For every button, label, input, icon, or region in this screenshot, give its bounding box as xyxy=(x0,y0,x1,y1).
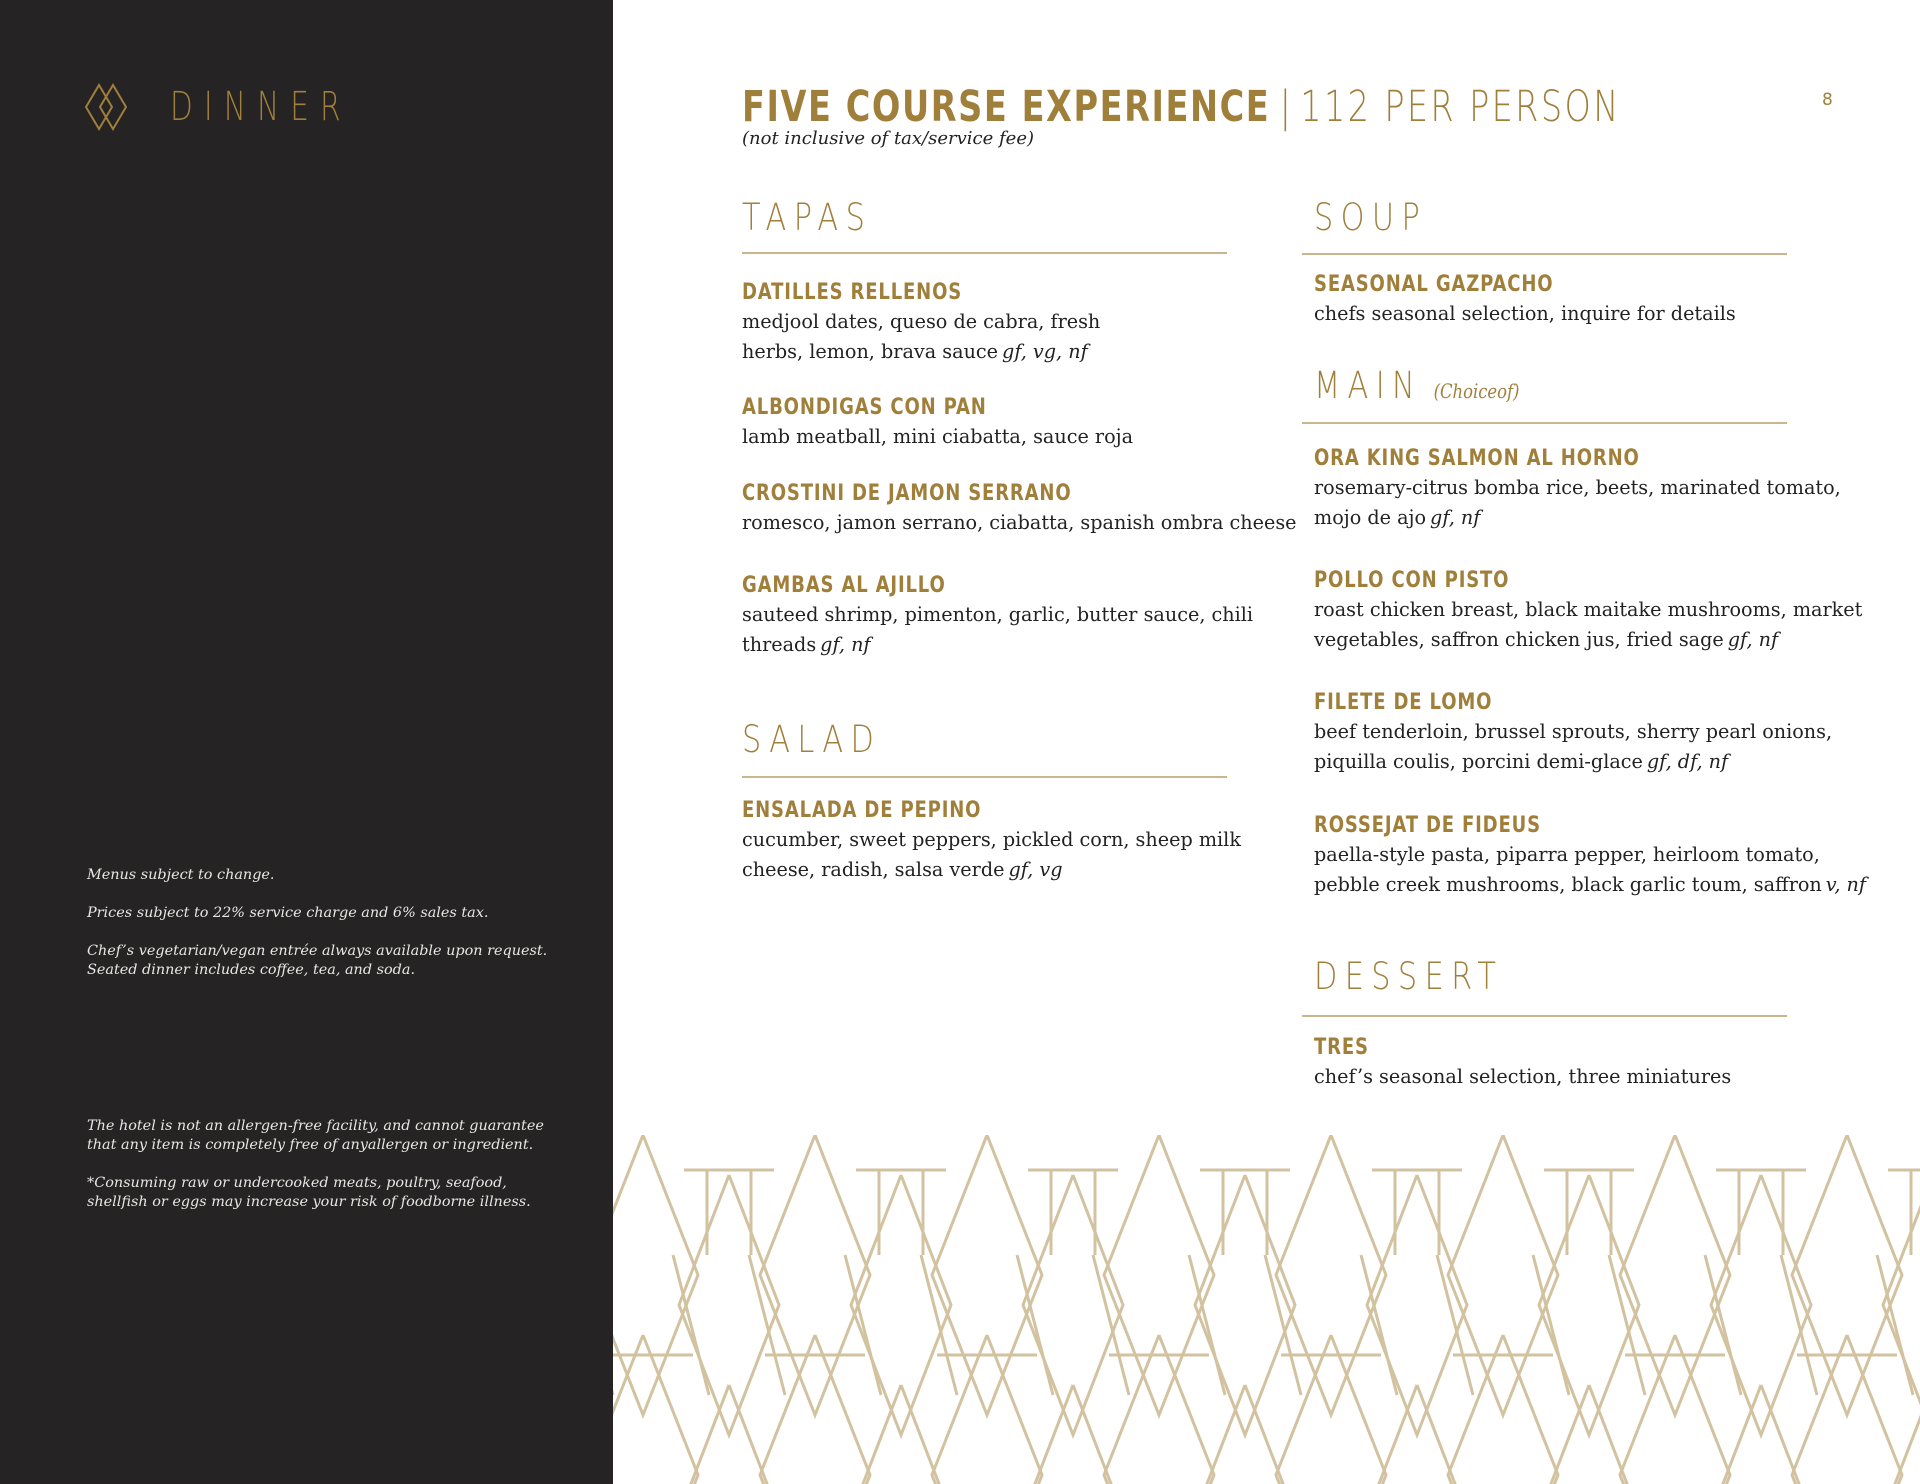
dietary-tags: gf, nf xyxy=(1727,628,1779,651)
page-number: 8 xyxy=(1822,90,1833,110)
choice-note: (Choiceof) xyxy=(1433,379,1520,403)
note-raw-2: shellfish or eggs may increase your risk of foodborne illness. xyxy=(87,1194,531,1210)
item-name: TRES xyxy=(1314,1035,1369,1060)
note-beverages: Seated dinner includes coffee, tea, and soda. xyxy=(87,962,416,978)
menu-item xyxy=(742,797,1312,885)
menu-item xyxy=(742,394,1312,452)
menu-item xyxy=(1314,1034,1884,1092)
note-menu-change: Menus subject to change. xyxy=(87,867,275,883)
notes-allergen xyxy=(87,1117,607,1212)
item-description: lamb meatball, mini ciabatta, sauce roja xyxy=(742,425,1134,448)
item-description: rosemary-citrus bomba rice, beets, marinated tomato, mojo de ajo gf, nf xyxy=(1314,476,1841,529)
menu-item xyxy=(742,279,1312,367)
item-description: beef tenderloin, brussel sprouts, sherry pearl onions, piquilla coulis, porcini demi-glace gf, df, nf xyxy=(1314,720,1833,773)
item-description: sauteed shrimp, pimenton, garlic, butter sauce, chili threads gf, nf xyxy=(742,603,1254,656)
section-title-main: MAIN (Choiceof) xyxy=(1314,364,1520,407)
notes-terms xyxy=(87,866,607,980)
menu-item xyxy=(1314,689,1884,777)
note-vegetarian: Chef’s vegetarian/vegan entrée always available upon request. xyxy=(87,943,548,959)
dietary-tags: gf, vg xyxy=(1008,858,1063,881)
menu-item xyxy=(1314,567,1914,655)
item-name: GAMBAS AL AJILLO xyxy=(742,573,946,598)
page-title: DINNER xyxy=(170,84,352,130)
item-name: ROSSEJAT DE FIDEUS xyxy=(1314,813,1541,838)
item-description: chef’s seasonal selection, three miniatures xyxy=(1314,1065,1732,1088)
price-note: (not inclusive of tax/service fee) xyxy=(742,128,1034,149)
dietary-tags: gf, nf xyxy=(820,633,871,656)
menu-item xyxy=(1314,812,1914,900)
menu-item xyxy=(1314,445,1884,533)
menu-item xyxy=(742,480,1342,538)
note-service-charge: Prices subject to 22% service charge and 6% sales tax. xyxy=(87,905,489,921)
item-description: paella-style pasta, piparra pepper, heirloom tomato, pebble creek mushrooms, black garlic toum, saffron v, nf xyxy=(1314,843,1867,896)
item-name: SEASONAL GAZPACHO xyxy=(1314,272,1554,297)
dietary-tags: v, nf xyxy=(1825,873,1867,896)
item-name: ALBONDIGAS CON PAN xyxy=(742,395,987,420)
note-allergen-1: The hotel is not an allergen-free facility, and cannot guarantee xyxy=(87,1118,544,1134)
course-headline xyxy=(742,82,1621,132)
course-title: FIVE COURSE EXPERIENCE xyxy=(742,82,1271,132)
item-name: DATILLES RELLENOS xyxy=(742,280,963,305)
section-divider xyxy=(1302,253,1787,255)
menu-item xyxy=(1314,271,1884,329)
item-description: cucumber, sweet peppers, pickled corn, sheep milk cheese, radish, salsa verde gf, vg xyxy=(742,828,1241,881)
headline-separator: | xyxy=(1279,82,1291,132)
section-title-dessert: DESSERT xyxy=(1314,955,1504,998)
brand xyxy=(84,82,416,132)
item-description: chefs seasonal selection, inquire for details xyxy=(1314,302,1736,325)
menu-item xyxy=(742,572,1312,660)
course-price: 112 PER PERSON xyxy=(1300,82,1621,132)
dietary-tags: gf, vg, nf xyxy=(1002,340,1088,363)
section-divider xyxy=(1302,422,1787,424)
item-name: POLLO CON PISTO xyxy=(1314,568,1510,593)
item-description: medjool dates, queso de cabra, fresh herbs, lemon, brava sauce gf, vg, nf xyxy=(742,310,1101,363)
left-panel xyxy=(0,0,613,1484)
section-title-tapas: TAPAS xyxy=(742,196,873,239)
item-name: ENSALADA DE PEPINO xyxy=(742,798,982,823)
item-name: CROSTINI DE JAMON SERRANO xyxy=(742,481,1072,506)
item-name: ORA KING SALMON AL HORNO xyxy=(1314,446,1640,471)
item-name: FILETE DE LOMO xyxy=(1314,690,1493,715)
dietary-tags: gf, df, nf xyxy=(1646,750,1729,773)
item-description: romesco, jamon serrano, ciabatta, spanish ombra cheese xyxy=(742,511,1297,534)
section-divider xyxy=(742,776,1227,778)
dietary-tags: gf, nf xyxy=(1430,506,1481,529)
note-allergen-2: that any item is completely free of anyallergen or ingredient. xyxy=(87,1137,534,1153)
section-title-salad: SALAD xyxy=(742,718,882,761)
diamond-logo-icon xyxy=(84,82,128,132)
note-raw-1: *Consuming raw or undercooked meats, poultry, seafood, xyxy=(87,1175,507,1191)
section-divider xyxy=(742,252,1227,254)
section-divider xyxy=(1302,1015,1787,1017)
item-description: roast chicken breast, black maitake mushrooms, market vegetables, saffron chicken jus, fried sage gf, nf xyxy=(1314,598,1863,651)
geometric-pattern xyxy=(613,1135,1920,1484)
section-title-soup: SOUP xyxy=(1314,196,1428,239)
